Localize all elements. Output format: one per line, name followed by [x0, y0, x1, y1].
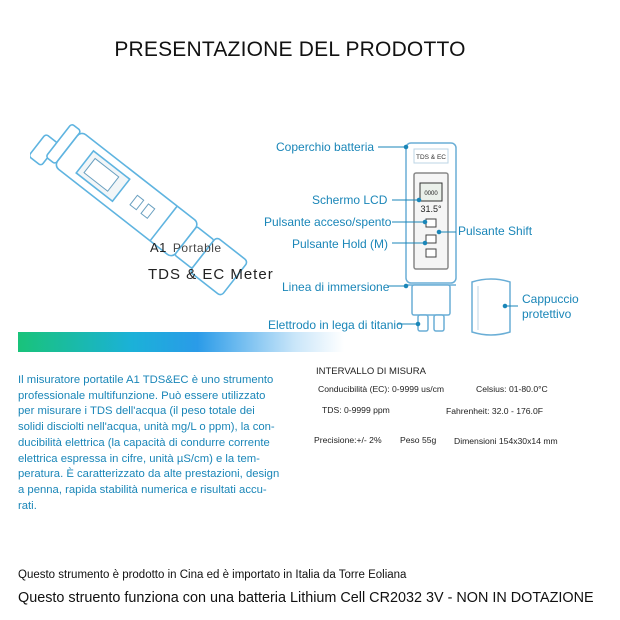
- gradient-bar: [18, 332, 344, 352]
- label-electrode: Elettrodo in lega di titanio: [268, 318, 403, 332]
- specs-heading: INTERVALLO DI MISURA: [316, 366, 426, 377]
- label-cap-line1: Cappuccio: [522, 292, 579, 306]
- spec-tds: TDS: 0-9999 ppm: [322, 405, 390, 415]
- spec-conductivity: Conducibilità (EC): 0-9999 us/cm: [318, 384, 445, 394]
- model-code: A1: [150, 240, 167, 255]
- spec-fahrenheit: Fahrenheit: 32.0 - 176.0F: [446, 406, 543, 416]
- description-line: ducibilità elettrica (la capacità di condurre corrente: [18, 436, 270, 449]
- description-line: per misurare i TDS dell'acqua (il peso totale dei: [18, 405, 255, 418]
- product-name: TDS & EC Meter: [148, 266, 274, 283]
- label-power-button: Pulsante acceso/spento: [264, 215, 392, 229]
- spec-celsius: Celsius: 01-80.0°C: [476, 384, 548, 394]
- lcd-top-readout: 0000: [424, 191, 438, 197]
- device-label: TDS & EC: [416, 154, 446, 161]
- model-subtitle: Portable: [172, 241, 222, 255]
- footer-origin: Questo strumento è prodotto in Cina ed è importato in Italia da Torre Eoliana: [18, 569, 407, 581]
- label-shift-button: Pulsante Shift: [458, 224, 533, 238]
- spec-precision: Precisione:+/- 2%: [314, 435, 382, 445]
- description-line: a penna, rapida stabilità numerica e risultati accu-: [18, 483, 267, 496]
- page-title: PRESENTAZIONE DEL PRODOTTO: [114, 38, 466, 61]
- description-line: peratura. È caratterizzato da alte prestazioni, design: [18, 468, 280, 481]
- label-battery-cover: Coperchio batteria: [276, 140, 375, 154]
- description-line: solidi disciolti nell'acqua, unità mg/L o ppm), la con-: [18, 421, 275, 434]
- footer-battery: Questo struento funziona con una batteria Lithium Cell CR2032 3V - NON IN DOTAZIONE: [18, 590, 594, 606]
- label-hold-button: Pulsante Hold (M): [292, 237, 389, 251]
- product-description: [18, 373, 294, 514]
- spec-dimensions: Dimensioni 154x30x14 mm: [454, 436, 558, 446]
- description-line: rati.: [18, 499, 37, 512]
- description-line: professionale multifunzione. Può essere utilizzato: [18, 389, 266, 402]
- label-lcd-screen: Schermo LCD: [312, 193, 388, 207]
- description-line: elettrica espressa in cifre, unità µS/cm) e la tem-: [18, 452, 260, 465]
- lcd-value-readout: 31.5°: [420, 204, 442, 214]
- label-cap: [522, 292, 579, 322]
- spec-weight: Peso 55g: [400, 435, 437, 445]
- description-line: Il misuratore portatile A1 TDS&EC è uno strumento: [18, 374, 274, 386]
- label-immersion-line: Linea di immersione: [282, 280, 390, 294]
- label-cap-line2: protettivo: [522, 307, 572, 321]
